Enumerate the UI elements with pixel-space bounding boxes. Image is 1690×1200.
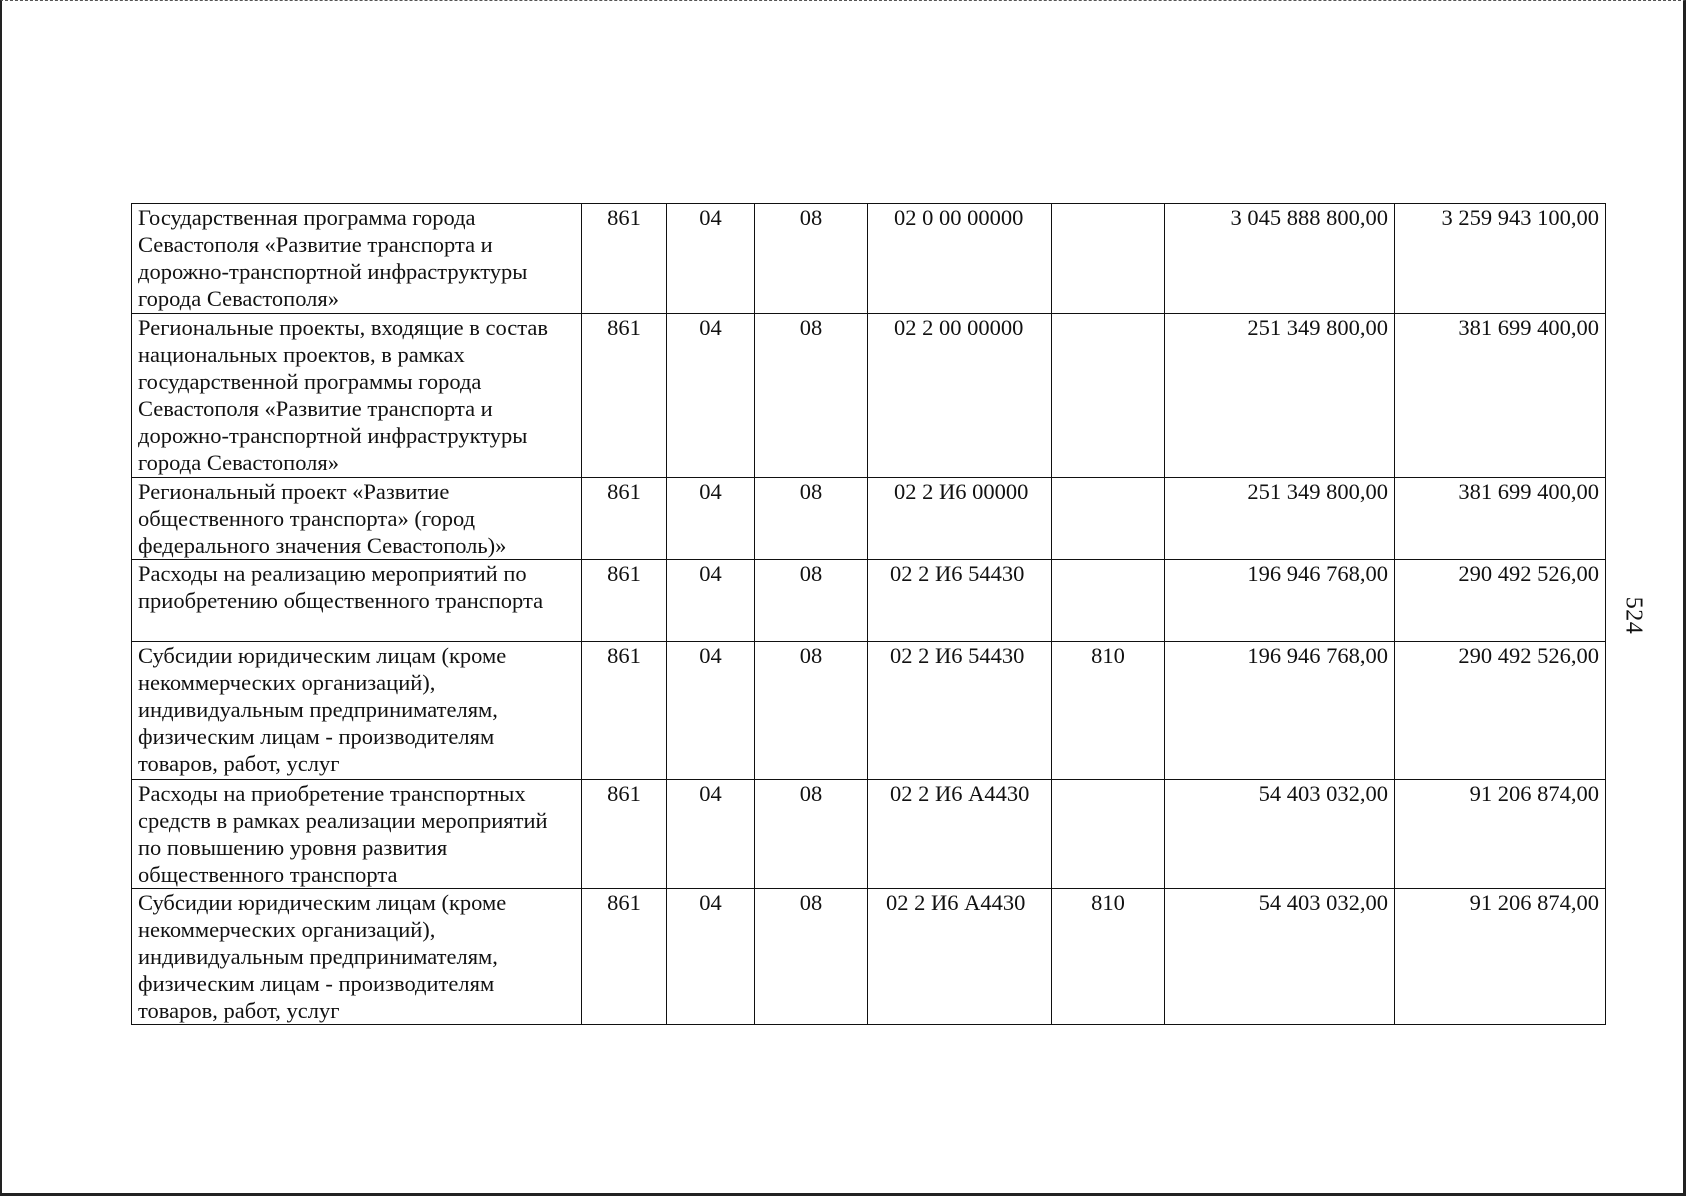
target-article-code: 02 2 И6 54430: [868, 642, 1052, 780]
budget-table: [131, 203, 1606, 1025]
section-code: 04: [667, 560, 755, 642]
expense-name: Государственная программа города Севастополя «Развитие транспорта и дорожно-транспортной инфраструктуры города Севастополя»: [132, 204, 582, 314]
amount-year-2: 3 259 943 100,00: [1395, 204, 1606, 314]
target-article-code: 02 2 И6 А4430: [868, 889, 1052, 1025]
amount-year-1: 54 403 032,00: [1165, 780, 1395, 889]
amount-year-2: 290 492 526,00: [1395, 642, 1606, 780]
subsection-code: 08: [755, 478, 868, 560]
expense-name: Субсидии юридическим лицам (кроме некоммерческих организаций), индивидуальным предпринимателям, физическим лицам - производителям товаров, работ, услуг: [132, 889, 582, 1025]
expense-name: Субсидии юридическим лицам (кроме некоммерческих организаций), индивидуальным предпринимателям, физическим лицам - производителям товаров, работ, услуг: [132, 642, 582, 780]
amount-year-2: 381 699 400,00: [1395, 478, 1606, 560]
target-article-code: 02 2 00 00000: [868, 314, 1052, 478]
target-article-code: 02 2 И6 А4430: [868, 780, 1052, 889]
ministry-code: 861: [582, 204, 667, 314]
expense-name: Региональный проект «Развитие общественного транспорта» (город федерального значения Севастополь)»: [132, 478, 582, 560]
subsection-code: 08: [755, 889, 868, 1025]
expense-type-code: 810: [1052, 642, 1165, 780]
table-row: [132, 560, 1606, 642]
section-code: 04: [667, 478, 755, 560]
subsection-code: 08: [755, 642, 868, 780]
subsection-code: 08: [755, 314, 868, 478]
table-row: [132, 889, 1606, 1025]
section-code: 04: [667, 889, 755, 1025]
amount-year-1: 251 349 800,00: [1165, 314, 1395, 478]
expense-name: Региональные проекты, входящие в состав национальных проектов, в рамках государственной программы города Севастополя «Развитие транспорта и дорожно-транспортной инфраструктуры города Севастополя»: [132, 314, 582, 478]
table-row: [132, 314, 1606, 478]
section-code: 04: [667, 204, 755, 314]
subsection-code: 08: [755, 204, 868, 314]
target-article-code: 02 2 И6 00000: [868, 478, 1052, 560]
ministry-code: 861: [582, 889, 667, 1025]
amount-year-2: 91 206 874,00: [1395, 889, 1606, 1025]
amount-year-1: 196 946 768,00: [1165, 560, 1395, 642]
section-code: 04: [667, 780, 755, 889]
subsection-code: 08: [755, 560, 868, 642]
expense-name: Расходы на приобретение транспортных средств в рамках реализации мероприятий по повышению уровня развития общественного транспорта: [132, 780, 582, 889]
ministry-code: 861: [582, 642, 667, 780]
page-number: 524: [1620, 596, 1647, 635]
ministry-code: 861: [582, 478, 667, 560]
expense-type-code: [1052, 314, 1165, 478]
amount-year-1: 251 349 800,00: [1165, 478, 1395, 560]
ministry-code: 861: [582, 314, 667, 478]
amount-year-2: 381 699 400,00: [1395, 314, 1606, 478]
expense-type-code: [1052, 560, 1165, 642]
amount-year-2: 290 492 526,00: [1395, 560, 1606, 642]
expense-name: Расходы на реализацию мероприятий по приобретению общественного транспорта: [132, 560, 582, 642]
section-code: 04: [667, 314, 755, 478]
table-row: [132, 204, 1606, 314]
table-row: [132, 780, 1606, 889]
table-row: [132, 478, 1606, 560]
expense-type-code: 810: [1052, 889, 1165, 1025]
section-code: 04: [667, 642, 755, 780]
target-article-code: 02 0 00 00000: [868, 204, 1052, 314]
expense-type-code: [1052, 478, 1165, 560]
amount-year-1: 196 946 768,00: [1165, 642, 1395, 780]
subsection-code: 08: [755, 780, 868, 889]
amount-year-2: 91 206 874,00: [1395, 780, 1606, 889]
expense-type-code: [1052, 780, 1165, 889]
amount-year-1: 54 403 032,00: [1165, 889, 1395, 1025]
expense-type-code: [1052, 204, 1165, 314]
ministry-code: 861: [582, 780, 667, 889]
ministry-code: 861: [582, 560, 667, 642]
table-row: [132, 642, 1606, 780]
target-article-code: 02 2 И6 54430: [868, 560, 1052, 642]
amount-year-1: 3 045 888 800,00: [1165, 204, 1395, 314]
